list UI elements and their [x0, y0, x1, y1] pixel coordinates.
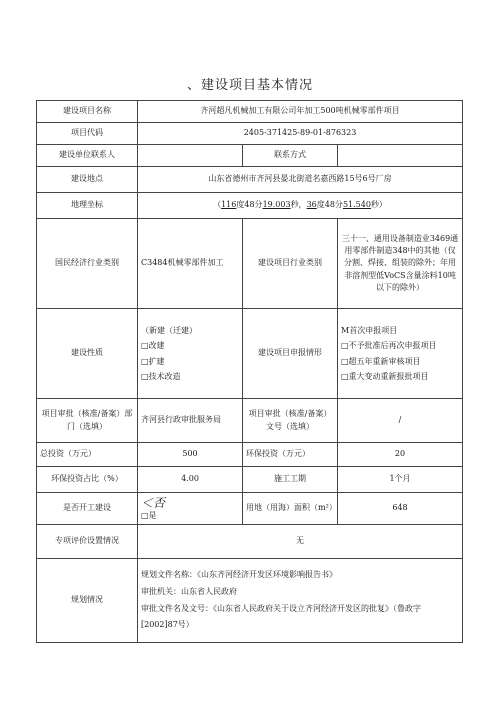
- label-approval-dept: 项目审批（核准/备案）部门（选填）: [37, 399, 138, 443]
- value-approval-dept: 齐河县行政审批服务局: [138, 399, 243, 443]
- application-option-resubmit[interactable]: □不予批准后再次申报项目: [341, 341, 437, 351]
- label-project-name: 建设项目名称: [37, 101, 138, 123]
- label-location: 建设地点: [37, 167, 138, 193]
- coord-lat-mid: 度48分: [316, 200, 343, 210]
- row-approval: [37, 399, 463, 443]
- value-approval-number: /: [338, 399, 463, 443]
- label-total-investment: 总投资（万元）: [37, 443, 138, 467]
- label-planning: 规划情况: [37, 559, 138, 643]
- value-industry-category: C3484机械零部件加工: [138, 219, 243, 309]
- application-option-first[interactable]: M首次申报项目: [341, 326, 398, 336]
- value-total-investment: 500: [138, 443, 243, 467]
- page-title: 、建设项目基本情况: [186, 78, 313, 93]
- label-env-investment: 环保投资（万元）: [243, 443, 338, 467]
- value-land-area: 648: [338, 493, 463, 525]
- row-special-assessment: [37, 525, 463, 559]
- label-project-industry: 建设项目行业类别: [243, 219, 338, 309]
- nature-option-tech[interactable]: □技术改造: [141, 371, 181, 381]
- value-location: 山东省德州市齐河县晏北街道名嘉西路15号6号厂房: [138, 167, 463, 193]
- label-construction-nature: 建设性质: [37, 309, 138, 399]
- application-options: [338, 309, 463, 399]
- started-options: [138, 493, 243, 525]
- planning-line-1: 规划文件名称：《山东齐河经济开发区环境影响报告书》: [141, 569, 337, 579]
- planning-line-4: [2002]87号）: [141, 620, 194, 630]
- nature-option-expand[interactable]: □扩建: [141, 356, 165, 366]
- row-location: [37, 167, 463, 193]
- label-project-code: 项目代码: [37, 123, 138, 145]
- row-coordinates: [37, 193, 463, 219]
- planning-line-3: 审批文件名及文号：《山东省人民政府关于设立齐河经济开发区的批复》（鲁政字: [141, 603, 421, 613]
- project-info-table: [36, 100, 463, 643]
- row-investment: [37, 443, 463, 467]
- label-special-assessment: 专项评价设置情况: [37, 525, 138, 559]
- application-option-major-change[interactable]: □重大变动重新报批项目: [341, 371, 429, 381]
- label-contact-person: 建设单位联系人: [37, 145, 138, 167]
- row-project-name: [37, 101, 463, 123]
- label-land-area: 用地（用海）面积（m²）: [243, 493, 338, 525]
- label-env-ratio: 环保投资占比（%）: [37, 467, 138, 493]
- planning-line-2: 审批机关：山东省人民政府: [141, 586, 237, 596]
- value-coordinates: [138, 193, 463, 219]
- coord-lng-sec: 19.003: [262, 200, 291, 210]
- value-env-investment: 20: [338, 443, 463, 467]
- value-contact-person: [138, 145, 243, 167]
- label-application-type: 建设项目申报情形: [243, 309, 338, 399]
- value-env-ratio: 4.00: [138, 467, 243, 493]
- coord-lat-end: 秒）: [370, 200, 387, 210]
- started-option-yes[interactable]: □是: [141, 511, 157, 521]
- coord-lng-deg: 116: [221, 200, 237, 210]
- label-started: 是否开工建设: [37, 493, 138, 525]
- application-option-five-years[interactable]: □超五年重新审核项目: [341, 356, 421, 366]
- value-construction-period: 1个月: [338, 467, 463, 493]
- coord-open: （: [213, 200, 222, 210]
- label-industry-category: 国民经济行业类别: [37, 219, 138, 309]
- label-coordinates: 地理坐标: [37, 193, 138, 219]
- value-contact-method: [338, 145, 463, 167]
- value-project-name: 齐河超凡机械加工有限公司年加工500吨机械零部件项目: [138, 101, 463, 123]
- row-planning: [37, 559, 463, 643]
- coord-lat-sec: 51.540: [342, 200, 371, 210]
- coord-lng-mid: 度48分: [236, 200, 263, 210]
- nature-option-rebuild[interactable]: □改建: [141, 341, 165, 351]
- value-project-industry: 三十一、通用设备制造业3469通用零部件制造348中的其他（仅分割、焊接、组装的除外；年用非溶剂型低VoCS含量涂料10吨以下的除外）: [338, 219, 463, 309]
- row-nature: [37, 309, 463, 399]
- row-contact: [37, 145, 463, 167]
- row-started: [37, 493, 463, 525]
- value-planning: [138, 559, 463, 643]
- value-special-assessment: 无: [138, 525, 463, 559]
- nature-option-new[interactable]: （新建（迁建）: [141, 326, 197, 336]
- value-project-code: 2405-371425-89-01-876323: [138, 123, 463, 145]
- label-contact-method: 联系方式: [243, 145, 338, 167]
- label-construction-period: 施工工期: [243, 467, 338, 493]
- started-option-no[interactable]: ＜否: [141, 495, 166, 510]
- row-industry: [37, 219, 463, 309]
- label-approval-number: 项目审批（核准/备案）文号（选填）: [243, 399, 338, 443]
- coord-lng-end: 秒，: [290, 200, 307, 210]
- coord-lat-deg: 36: [306, 200, 317, 210]
- nature-options: [138, 309, 243, 399]
- row-project-code: [37, 123, 463, 145]
- row-ratio: [37, 467, 463, 493]
